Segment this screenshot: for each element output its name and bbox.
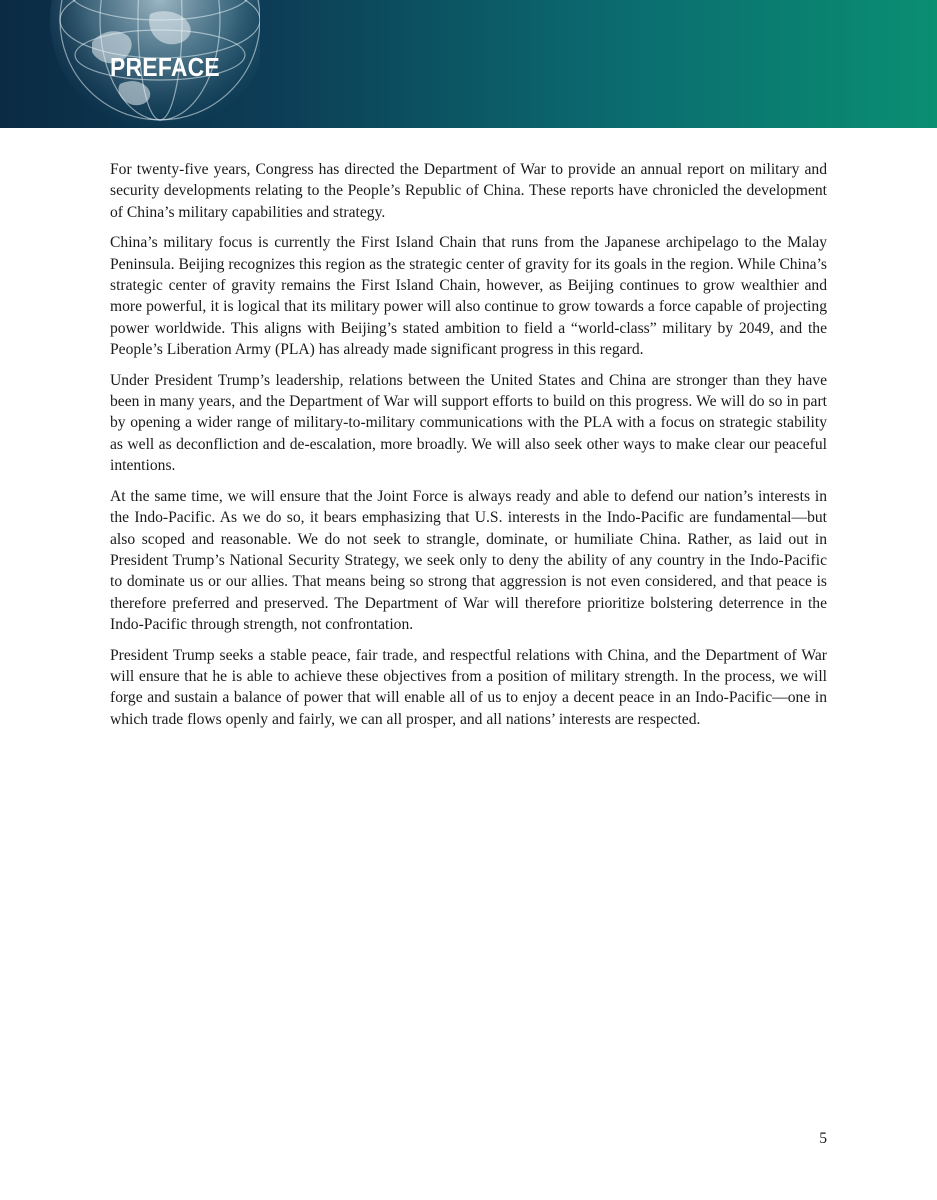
paragraph-2: China’s military focus is currently the First Island Chain that runs from the Japanese archipelago to the Malay Peninsula. Beijing recognizes this region as the strategic center of gravity for its goals in the region. While China’s strategic center of gravity remains the First Island Chain, however, as Beijing continues to grow wealthier and more powerful, it is logical that its military power will also continue to grow towards a force capable of projecting power worldwide. This aligns with Beijing’s stated ambition to field a “world-class” military by 2049, and the People’s Liberation Army (PLA) has already made significant progress in this regard. — [110, 234, 827, 359]
paragraph-4: At the same time, we will ensure that the Joint Force is always ready and able to defend our nation’s interests in the Indo-Pacific. As we do so, it bears emphasizing that U.S. interests in the Indo-Pacific are fundamental—but also scoped and reasonable. We do not seek to strangle, dominate, or humiliate China. Rather, as laid out in President Trump’s National Security Strategy, we seek only to deny the ability of any country in the Indo-Pacific to dominate us or our allies. That means being so strong that aggression is not even considered, and that peace is therefore preferred and preserved. The Department of War will therefore prioritize bolstering deterrence in the Indo-Pacific through strength, not confrontation. — [110, 487, 827, 634]
header-banner — [0, 0, 937, 128]
body-text — [110, 159, 827, 739]
page-title: PREFACE — [110, 52, 220, 82]
page-number: 5 — [819, 1130, 827, 1147]
paragraph-1: For twenty-five years, Congress has directed the Department of War to provide an annual report on military and security developments relating to the People’s Republic of China. These reports have chronicled the development of China’s military capabilities and strategy. — [110, 161, 827, 221]
paragraph-3: Under President Trump’s leadership, relations between the United States and China are stronger than they have been in many years, and the Department of War will support efforts to build on this progress. We will do so in part by opening a wider range of military-to-military communications with the PLA with a focus on strategic stability as well as deconfliction and de-escalation, more broadly. We will also seek other ways to make clear our peaceful intentions. — [110, 371, 827, 475]
paragraph-5: President Trump seeks a stable peace, fair trade, and respectful relations with China, and the Department of War will ensure that he is able to achieve these objectives from a position of military strength. In the process, we will forge and sustain a balance of power that will enable all of us to enjoy a decent peace in an Indo-Pacific—one in which trade flows openly and fairly, we can all prosper, and all nations’ interests are respected. — [110, 646, 827, 728]
